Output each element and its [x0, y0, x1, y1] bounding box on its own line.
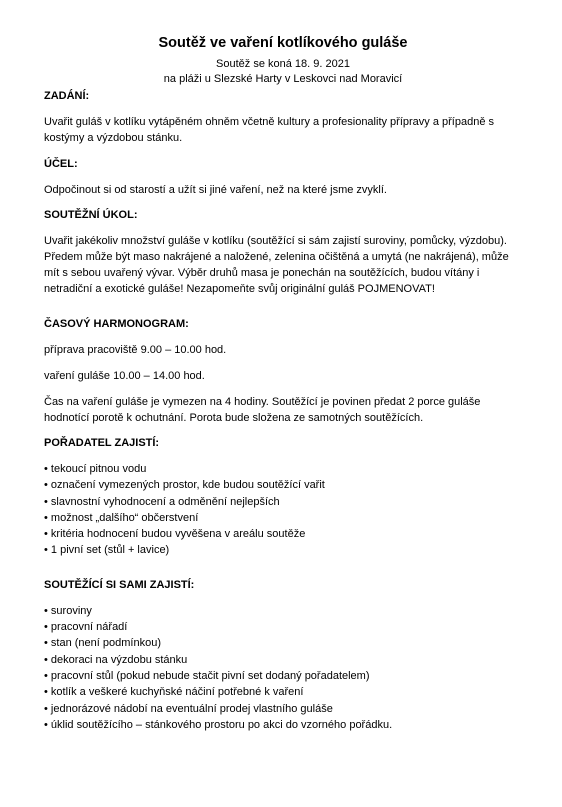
heading-harmonogram: ČASOVÝ HARMONOGRAM:: [44, 318, 189, 330]
list-item: • stan (není podmínkou): [44, 635, 522, 651]
list-item: • jednorázové nádobí na eventuální prodej vlastního guláše: [44, 701, 522, 717]
paragraph-ucel: Odpočinout si od starostí a užít si jiné vaření, než na které jsme zvyklí.: [44, 184, 387, 196]
list-item: • suroviny: [44, 603, 522, 619]
schedule-cook: vaření guláše 10.00 – 14.00 hod.: [44, 370, 205, 382]
paragraph-harmonogram: Čas na vaření guláše je vymezen na 4 hodiny. Soutěžící je povinen předat 2 porce guláše hodnotící porotě k ochutnání. Porota bude složena ze samotných soutěžících.: [44, 396, 481, 424]
list-item: • tekoucí pitnou vodu: [44, 461, 522, 477]
event-date: Soutěž se koná 18. 9. 2021: [216, 58, 350, 70]
heading-ukol: SOUTĚŽNÍ ÚKOL:: [44, 209, 138, 221]
heading-soutezici: SOUTĚŽÍCÍ SI SAMI ZAJISTÍ:: [44, 578, 195, 591]
list-item: • úklid soutěžícího – stánkového prostoru po akci do vzorného pořádku.: [44, 717, 522, 733]
list-item: • kritéria hodnocení budou vyvěšena v areálu soutěže: [44, 526, 522, 542]
paragraph-ukol: Uvařit jakékoliv množství guláše v kotlíku (soutěžící si sám zajistí suroviny, pomůcky, výzdobu). Předem může být maso nakrájené a naložené, zelenina očištěná a umytá (ne nakrájená), může mít s sebou uvařený vývar. Výběr druhů masa je ponechán na soutěžících, budou vítány i netradiční a exotické guláše! Nezapomeňte svůj originální guláš POJMENOVAT!: [44, 235, 509, 295]
heading-poradatel: POŘADATEL ZAJISTÍ:: [44, 437, 160, 449]
list-poradatel: [44, 461, 522, 559]
list-item: • pracovní stůl (pokud nebude stačit pivní set dodaný pořadatelem): [44, 668, 522, 684]
list-item: • možnost „dalšího“ občerstvení: [44, 510, 522, 526]
event-place: na pláži u Slezské Harty v Leskovci nad Moravicí: [163, 73, 403, 85]
list-soutezici: [44, 603, 522, 733]
list-item: • kotlík a veškeré kuchyňské náčiní potřebné k vaření: [44, 684, 522, 700]
heading-zadani: ZADÁNÍ:: [44, 90, 90, 102]
document-title: Soutěž ve vaření kotlíkového guláše: [158, 35, 408, 51]
schedule-prep: příprava pracoviště 9.00 – 10.00 hod.: [44, 344, 227, 356]
list-item: • slavnostní vyhodnocení a odměnění nejlepších: [44, 494, 522, 510]
list-item: • označení vymezených prostor, kde budou soutěžící vařit: [44, 477, 522, 493]
list-item: • 1 pivní set (stůl + lavice): [44, 542, 522, 558]
paragraph-zadani: Uvařit guláš v kotlíku vytápěném ohněm včetně kultury a profesionality přípravy a případně s kostýmy a výzdobou stánku.: [44, 116, 495, 144]
list-item: • dekoraci na výzdobu stánku: [44, 652, 522, 668]
list-item: • pracovní nářadí: [44, 619, 522, 635]
heading-ucel: ÚČEL:: [44, 158, 78, 170]
